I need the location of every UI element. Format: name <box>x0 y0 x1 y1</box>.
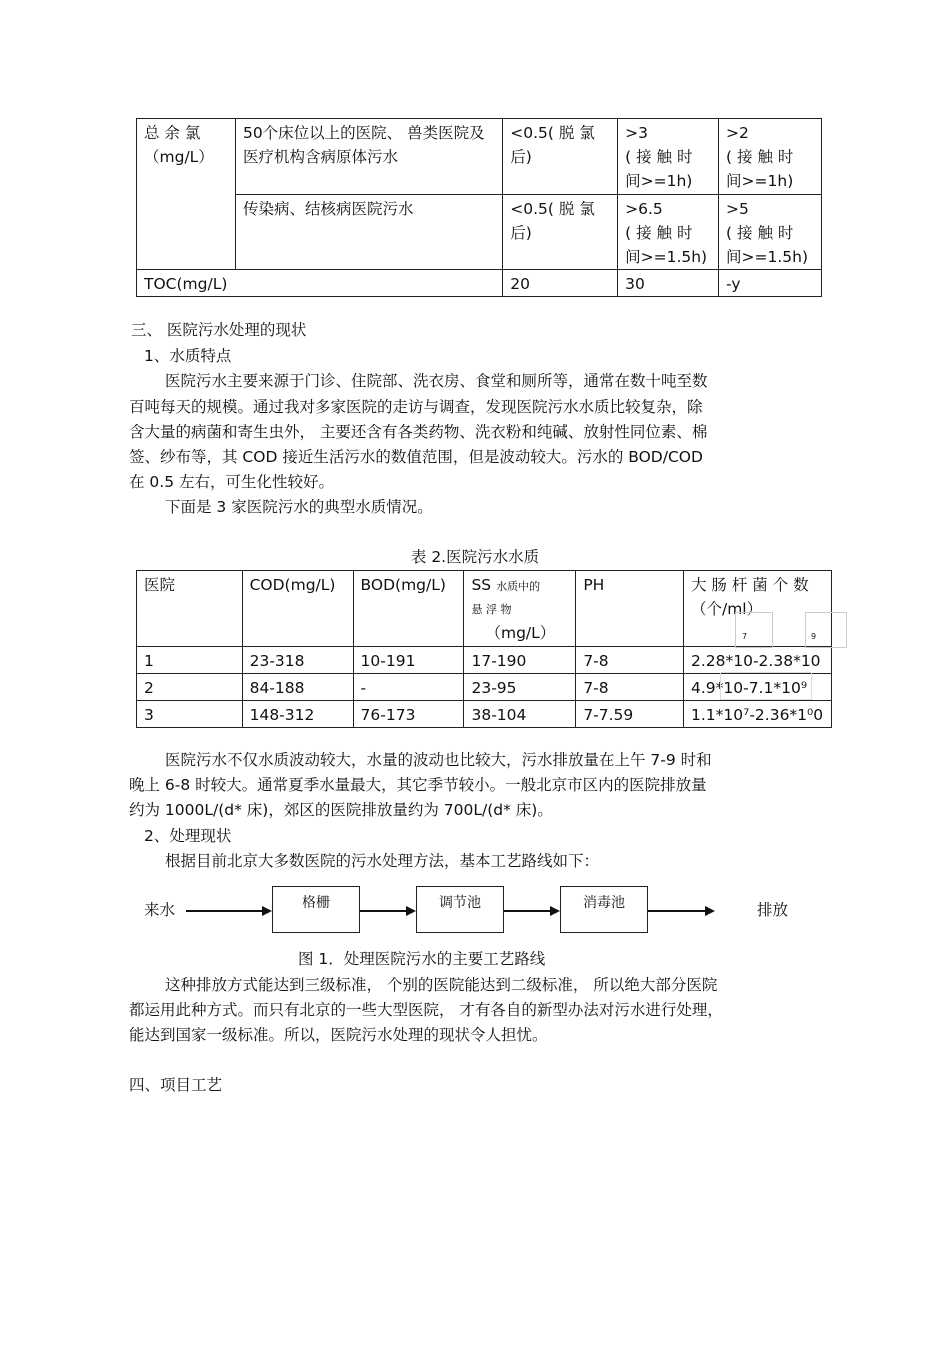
value-cell <box>719 119 822 195</box>
value-line: ( 接 触 时 <box>726 148 794 166</box>
value-cell <box>618 195 719 270</box>
table-cell: 148-312 <box>242 701 353 728</box>
flow-step-label: 调节池 <box>439 895 481 911</box>
arrow-head-icon <box>262 906 272 916</box>
subsection-heading: 2、处理现状 <box>144 827 232 845</box>
flow-step-label: 格栅 <box>302 895 330 911</box>
value-line: >3 <box>625 124 648 142</box>
value-line: 间>=1h) <box>726 172 794 190</box>
arrow-head-icon <box>406 906 416 916</box>
ss-unit: （mg/L） <box>485 624 556 642</box>
section-heading: 三、 医院污水处理的现状 <box>131 321 307 339</box>
value-cell <box>618 119 719 195</box>
paragraph-line: 百吨每天的规模。通过我对多家医院的走访与调查，发现医院污水水质比较复杂，除 <box>129 398 703 416</box>
table-cell: 23-318 <box>242 647 353 674</box>
table-cell: 17-190 <box>464 647 576 674</box>
desc-cell: 50个床位以上的医院、 兽类医院及医疗机构含病原体污水 <box>235 119 502 195</box>
table-caption: 表 2.医院污水水质 <box>410 548 540 566</box>
paragraph-line: 下面是 3 家医院污水的典型水质情况。 <box>165 498 433 516</box>
table-cell: 7-8 <box>576 647 684 674</box>
superscript: 9 <box>810 632 817 641</box>
header-cell: 医院 <box>137 571 243 647</box>
ss-note: 水质中的 <box>496 580 541 593</box>
value-cell: <0.5( 脱 氯后) <box>503 119 618 195</box>
flow-input-label: 来水 <box>144 901 176 919</box>
table-cell: 23-95 <box>464 674 576 701</box>
artifact-box <box>735 612 773 648</box>
paragraph-line: 根据目前北京大多数医院的污水处理方法，基本工艺路线如下： <box>165 852 600 870</box>
value-line: ( 接 触 时 <box>726 224 794 242</box>
ss-label: SS <box>471 576 492 594</box>
table-cell: 1.1*10⁷-2.36*1⁰0 <box>683 701 831 728</box>
table-cell: 4.9*10-7.1*10⁹ <box>683 674 831 701</box>
param-cell <box>137 119 236 270</box>
flow-arrow <box>360 910 406 912</box>
table-cell: 2 <box>137 674 243 701</box>
paragraph-line: 医院污水主要来源于门诊、住院部、洗衣房、食堂和厕所等，通常在数十吨至数 <box>165 372 708 390</box>
table-cell: 1 <box>137 647 243 674</box>
paragraph-line: 约为 1000L/(d* 床)，郊区的医院排放量约为 700L/(d* 床)。 <box>129 801 553 819</box>
table-cell: 7-8 <box>576 674 684 701</box>
paragraph-line: 这种排放方式能达到三级标准， 个别的医院能达到二级标准， 所以绝大部分医院 <box>165 976 718 994</box>
table-cell: 2.28*10-2.38*10 <box>683 647 831 674</box>
value-line: ( 接 触 时 <box>625 148 693 166</box>
residual-chlorine-table <box>136 118 822 297</box>
arrow-head-icon <box>550 906 560 916</box>
superscript: 7 <box>741 632 748 641</box>
value-cell: 30 <box>618 270 719 297</box>
toc-param-cell: TOC(mg/L) <box>137 270 503 297</box>
param-unit: （mg/L） <box>144 148 214 166</box>
table-cell: 7-7.59 <box>576 701 684 728</box>
value-line: 间>=1.5h) <box>726 248 809 266</box>
value-line: >2 <box>726 124 749 142</box>
table-cell: 84-188 <box>242 674 353 701</box>
value-line: 间>=1.5h) <box>625 248 708 266</box>
value-line: >5 <box>726 200 749 218</box>
coli-unit: （个/ml） <box>690 600 763 618</box>
header-cell <box>464 571 576 647</box>
ss-note: 悬 浮 物 <box>471 603 512 616</box>
flow-arrow <box>504 910 550 912</box>
table-cell: 3 <box>137 701 243 728</box>
section-heading: 四、项目工艺 <box>129 1076 223 1094</box>
desc-cell: 传染病、结核病医院污水 <box>235 195 502 270</box>
arrow-head-icon <box>705 906 715 916</box>
paragraph-line: 在 0.5 左右，可生化性较好。 <box>129 473 335 491</box>
flow-step-label: 消毒池 <box>583 895 625 911</box>
value-cell: -y <box>719 270 822 297</box>
table-cell: 38-104 <box>464 701 576 728</box>
flow-step-box <box>416 886 504 933</box>
paragraph-line: 晚上 6-8 时较大。通常夏季水量最大，其它季节较小。一般北京市区内的医院排放量 <box>129 776 707 794</box>
paragraph-line: 含大量的病菌和寄生虫外， 主要还含有各类药物、洗衣粉和纯碱、放射性同位素、棉 <box>129 423 708 441</box>
table-cell: - <box>353 674 464 701</box>
paragraph-line: 都运用此种方式。而只有北京的一些大型医院， 才有各自的新型办法对污水进行处理， <box>129 1001 723 1019</box>
paragraph-line: 签、纱布等，其 COD 接近生活污水的数值范围，但是波动较大。污水的 BOD/COD <box>129 448 703 466</box>
artifact-box <box>805 612 847 648</box>
value-line: >6.5 <box>625 200 663 218</box>
coli-label: 大 肠 杆 菌 个 数 <box>690 576 809 594</box>
figure-caption: 图 1．处理医院污水的主要工艺路线 <box>298 950 546 968</box>
table-row <box>137 647 832 674</box>
paragraph-line: 医院污水不仅水质波动较大，水量的波动也比较大，污水排放量在上午 7-9 时和 <box>165 751 712 769</box>
water-quality-table <box>136 570 832 728</box>
flow-output-label: 排放 <box>757 901 789 919</box>
flow-arrow <box>186 910 262 912</box>
flow-step-box <box>272 886 360 933</box>
header-cell: BOD(mg/L) <box>353 571 464 647</box>
value-line: 间>=1h) <box>625 172 693 190</box>
header-cell: COD(mg/L) <box>242 571 353 647</box>
table-row <box>137 701 832 728</box>
artifact-box <box>720 672 812 700</box>
param-name: 总 余 氯 <box>144 124 201 142</box>
value-line: ( 接 触 时 <box>625 224 693 242</box>
flow-step-box <box>560 886 648 933</box>
flow-arrow <box>648 910 705 912</box>
paragraph-line: 能达到国家一级标准。所以，医院污水处理的现状令人担忧。 <box>129 1026 548 1044</box>
table-cell: 76-173 <box>353 701 464 728</box>
value-cell: <0.5( 脱 氯后) <box>503 195 618 270</box>
value-cell: 20 <box>503 270 618 297</box>
subsection-heading: 1、水质特点 <box>144 347 232 365</box>
table-cell: 10-191 <box>353 647 464 674</box>
value-cell <box>719 195 822 270</box>
header-cell: PH <box>576 571 684 647</box>
